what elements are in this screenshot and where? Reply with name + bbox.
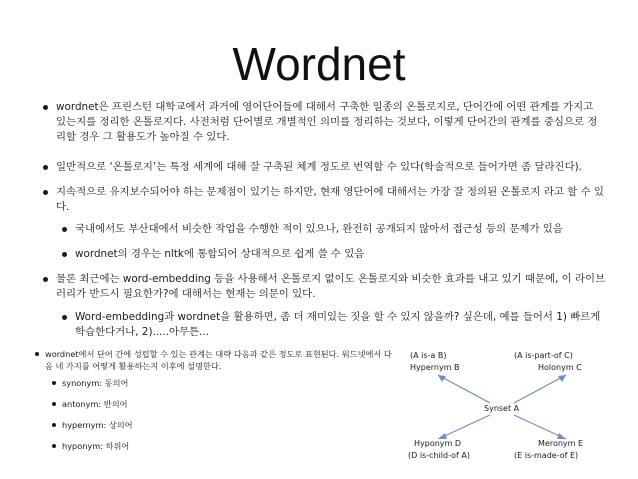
bullet-text: Word-embedding과 wordnet을 활용하면, 좀 더 재미있는 짓을 할 수 있지 않을까? 싶은데, 예를 들어서 1) 빠르게 학습한다거나, 2).....아무튼... — [75, 311, 601, 338]
bullet-item — [56, 100, 604, 145]
label-a-is-part-of: (A is-part-of C) — [514, 351, 573, 360]
bullet-text: hyponym: 하위어 — [62, 441, 130, 451]
bullet-dot-icon — [52, 423, 56, 427]
sub-bullet-item — [62, 420, 262, 432]
bullet-dot-icon — [43, 105, 48, 110]
slide-title: Wordnet — [232, 38, 406, 90]
label-hypernym-b: Hypernym B — [410, 363, 460, 372]
bullet-text: wordnet은 프린스턴 대학교에서 과거에 영어단어들에 대해서 구축한 일종의 온톨로지로, 단어간에 어떤 관계를 가지고 있는지를 정리한 온톨로지다. 사전처럼 단어별로 개별적인 의미를 정리하는 것보다, 이렇게 단어간의 관계를 중심으로 정리할 경우 그 활용도가 높아질 수 있다. — [56, 101, 598, 143]
sub-bullet-item — [75, 247, 610, 262]
label-hyponym-d: Hyponym D — [414, 439, 462, 448]
bullet-text: synonym: 동의어 — [62, 378, 129, 388]
bullet-item — [56, 272, 608, 302]
bullet-dot-icon — [52, 444, 56, 448]
bullet-text: 물론 최근에는 word-embedding 등을 사용해서 온톨로지 없이도 온톨로지와 비슷한 효과를 내고 있기 때문에, 이 라이브러리가 반드시 필요한가?에 대해서는 현재는 의문이 있다. — [56, 273, 606, 300]
bullet-dot-icon — [62, 252, 67, 257]
sub-bullet-item — [62, 378, 262, 390]
wordnet-relation-diagram — [408, 351, 596, 463]
bullet-dot-icon — [52, 381, 56, 385]
bullet-text: hypernym: 상의어 — [62, 420, 133, 430]
bullet-text: 지속적으로 유지보수되어야 하는 문제점이 있기는 하지만, 현재 영단어에 대해서는 가장 잘 정의된 온톨로지 라고 할 수 있다. — [56, 186, 604, 213]
bullet-item — [56, 185, 604, 215]
sub-bullet-item — [62, 399, 262, 411]
bullet-dot-icon — [43, 277, 48, 282]
bullet-dot-icon — [52, 402, 56, 406]
bullet-text: wordnet에서 단어 간에 성립할 수 있는 관계는 대략 다음과 같은 정도로 표현된다. 워드넷에서 다음 네 가지를 어떻게 활용하는지 이후에 설명한다. — [45, 349, 392, 371]
label-meronym-e: Meronym E — [538, 439, 584, 448]
bullet-text: 일반적으로 ‘온톨로지’는 특정 세계에 대해 잘 구축된 체계 정도로 번역할 수 있다(학술적으로 들어가면 좀 달라진다). — [56, 161, 582, 173]
bullet-item — [45, 349, 395, 372]
bullet-dot-icon — [62, 227, 67, 232]
bullet-dot-icon — [43, 165, 48, 170]
sub-bullet-item — [75, 310, 610, 340]
label-d-is-child-of: (D is-child-of A) — [408, 451, 470, 460]
bullet-text: wordnet의 경우는 nltk에 통합되어 상대적으로 쉽게 쓸 수 있음 — [75, 248, 365, 260]
bullet-item — [56, 160, 616, 175]
label-a-is-a: (A is-a B) — [410, 351, 447, 360]
arrow-holonym — [514, 375, 566, 403]
sub-bullet-item — [75, 222, 610, 237]
label-e-is-made-of: (E is-made-of E) — [514, 451, 579, 460]
bullet-dot-icon — [35, 352, 39, 356]
bullet-text: 국내에서도 부산대에서 비슷한 작업을 수행한 적이 있으나, 완전히 공개되지 않아서 접근성 등의 문제가 있음 — [75, 223, 563, 235]
arrow-hypernym — [438, 375, 490, 403]
bullet-text: antonym: 반의어 — [62, 399, 128, 409]
label-holonym-c: Holonym C — [538, 363, 582, 372]
sub-bullet-item — [62, 441, 262, 453]
bullet-dot-icon — [62, 315, 67, 320]
label-synset-a: Synset A — [484, 404, 520, 413]
bullet-dot-icon — [43, 190, 48, 195]
